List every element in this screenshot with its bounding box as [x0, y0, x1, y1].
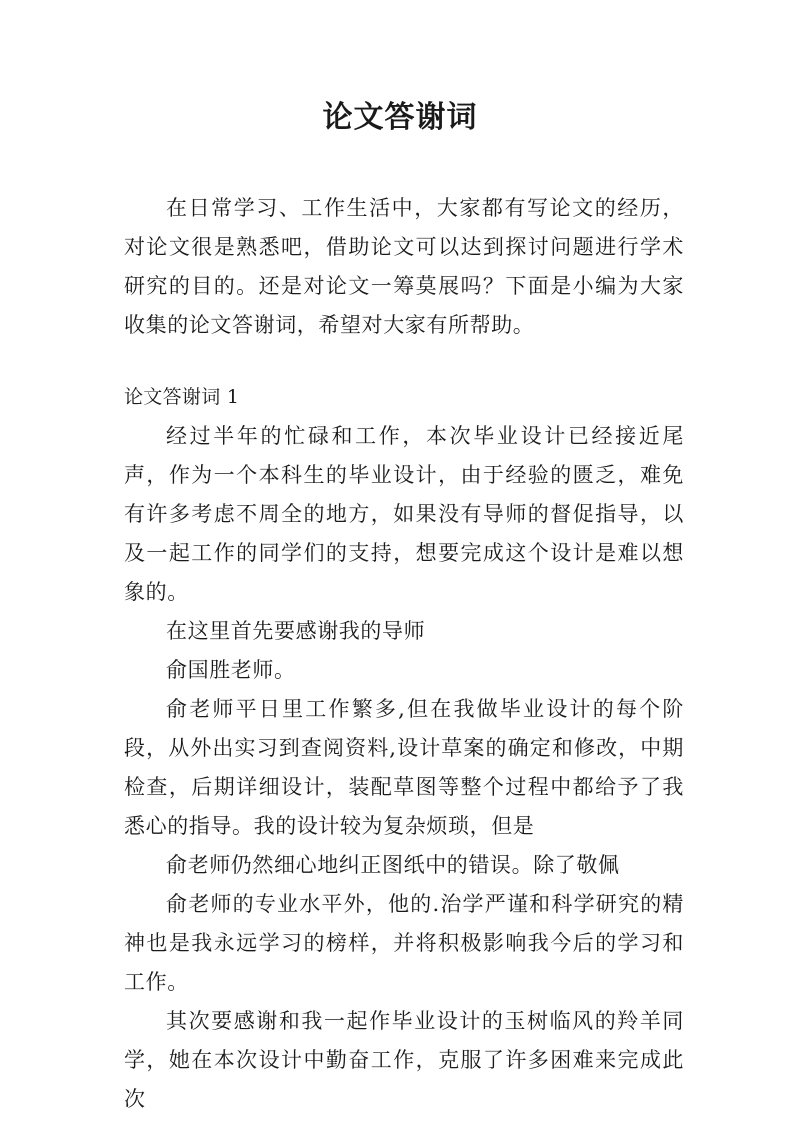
body-paragraph: 俞老师仍然细心地纠正图纸中的错误。除了敬佩: [166, 853, 620, 877]
body-paragraph: 在这里首先要感谢我的导师: [166, 619, 426, 643]
body-paragraph: 俞国胜老师。: [166, 658, 296, 682]
intro-paragraph: 在日常学习、工作生活中，大家都有写论文的经历，对论文很是熟悉吧，借助论文可以达到探讨问题进行学术研究的目的。还是对论文一筹莫展吗？下面是小编为大家收集的论文答谢词，希望对大家有所帮助。: [124, 196, 684, 337]
page-title: 论文答谢词: [322, 100, 478, 135]
body-paragraph: 俞老师平日里工作繁多,但在我做毕业设计的每个阶段，从外出实习到查阅资料,设计草案的确定和修改，中期检查，后期详细设计，装配草图等整个过程中都给予了我悉心的指导。我的设计较为复杂烦琐，但是: [124, 697, 684, 838]
document-body: [124, 189, 684, 1119]
section-heading: 论文答谢词 1: [124, 386, 240, 408]
body-paragraph: 俞老师的专业水平外，他的.治学严谨和科学研究的精神也是我永远学习的榜样，并将积极影响我今后的学习和工作。: [124, 892, 684, 994]
body-paragraph: 经过半年的忙碌和工作，本次毕业设计已经接近尾声，作为一个本科生的毕业设计，由于经验的匮乏，难免有许多考虑不周全的地方，如果没有导师的督促指导，以及一起工作的同学们的支持，想要完成这个设计是难以想象的。: [124, 424, 684, 604]
spacer: [124, 345, 684, 378]
body-paragraph: 其次要感谢和我一起作毕业设计的玉树临风的羚羊同学，她在本次设计中勤奋工作，克服了许多困难来完成此次: [124, 1009, 684, 1111]
